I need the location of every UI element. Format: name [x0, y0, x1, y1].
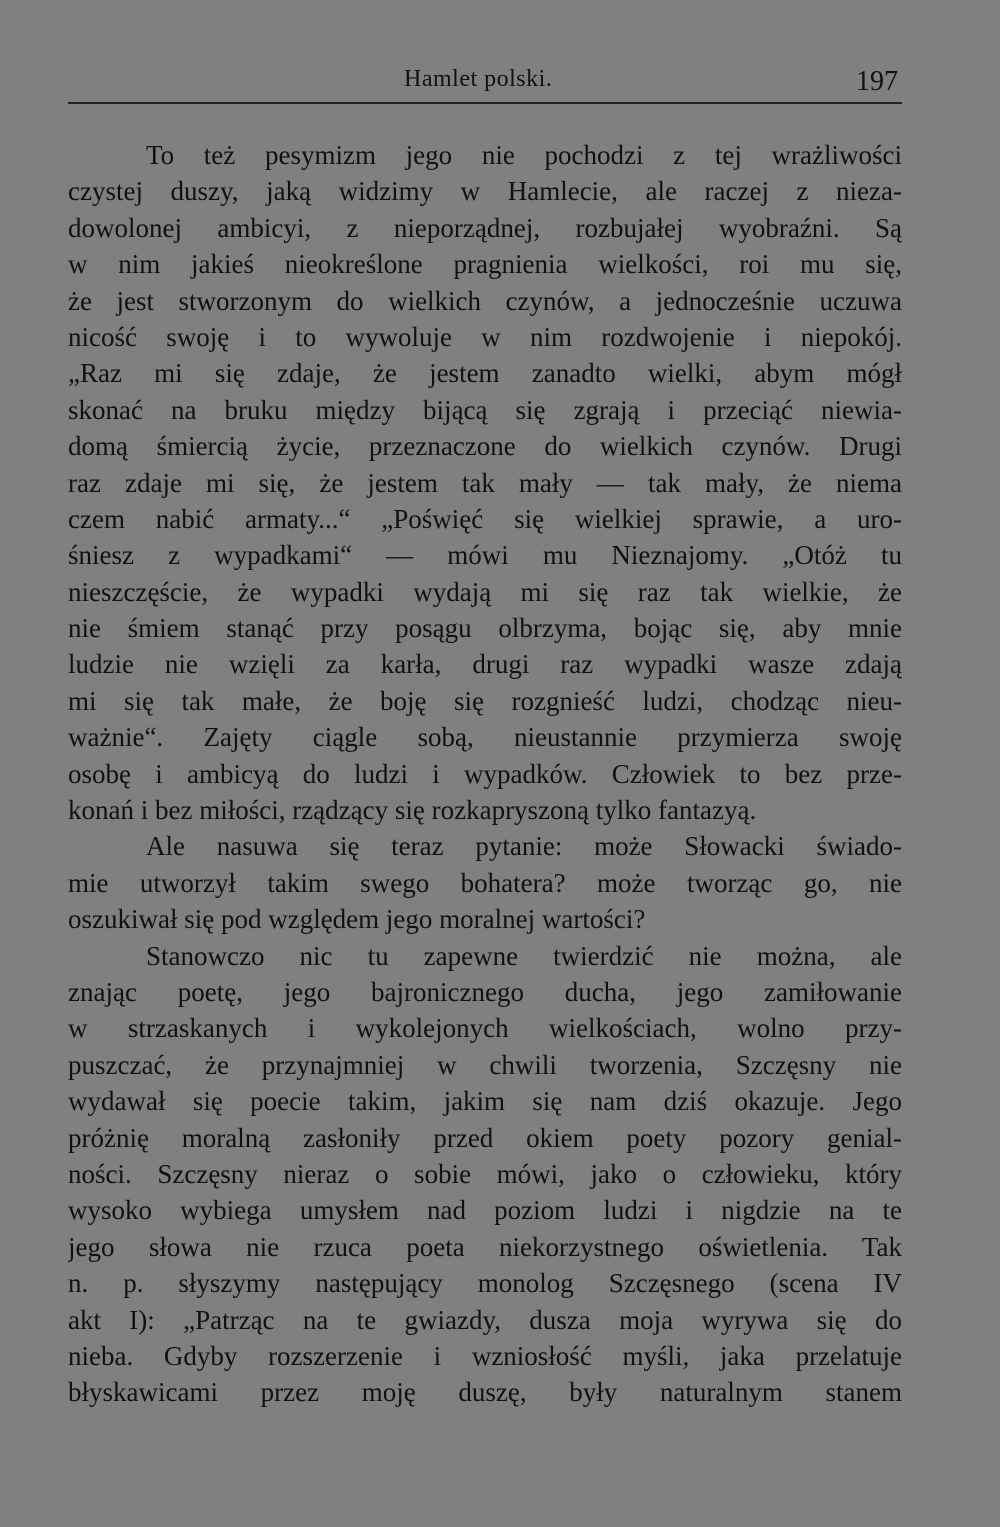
- text-line: dowolonej ambicyi, z nieporządnej, rozbujałej wyobraźni. Są: [68, 212, 902, 243]
- text-line: domą śmiercią życie, przeznaczone do wielkich czynów. Drugi: [68, 431, 902, 462]
- text-line: wysoko wybiega umysłem nad poziom ludzi i nigdzie na te: [68, 1195, 902, 1226]
- text-line: konań i bez miłości, rządzący się rozkapryszoną tylko fantazyą.: [68, 795, 757, 826]
- text-line: n. p. słyszymy następujący monolog Szczęsnego (scena IV: [68, 1268, 902, 1299]
- text-line: że jest stworzonym do wielkich czynów, a jednocześnie uczuwa: [68, 285, 902, 316]
- text-line: jego słowa nie rzuca poeta niekorzystnego oświetlenia. Tak: [68, 1231, 902, 1262]
- text-line: Stanowczo nic tu zapewne twierdzić nie można, ale: [146, 940, 902, 971]
- text-line: oszukiwał się pod względem jego moralnej wartości?: [68, 904, 646, 935]
- text-line: To też pesymizm jego nie pochodzi z tej wrażliwości: [146, 140, 902, 170]
- text-line: raz zdaje mi się, że jestem tak mały — tak mały, że niema: [68, 467, 902, 498]
- text-line: nicość swoję i to wywoluje w nim rozdwojenie i niepokój.: [68, 321, 902, 352]
- text-line: mi się tak małe, że boję się rozgnieść ludzi, chodząc nieu-: [68, 685, 902, 716]
- text-line: próżnię moralną zasłoniły przed okiem poety pozory genial-: [68, 1122, 902, 1153]
- text-line: „Raz mi się zdaje, że jestem zanadto wielki, abym mógł: [68, 358, 902, 389]
- text-line: śniesz z wypadkami“ — mówi mu Nieznajomy. „Otóż tu: [68, 540, 902, 571]
- text-line: wydawał się poecie takim, jakim się nam dziś okazuje. Jego: [68, 1086, 902, 1117]
- body-text: [68, 137, 902, 1411]
- header-rule: [68, 102, 902, 104]
- text-line: osobę i ambicyą do ludzi i wypadków. Człowiek to bez prze-: [68, 758, 902, 789]
- text-line: skonać na bruku między bijącą się zgrają i przeciąć niewia-: [68, 394, 902, 425]
- text-line: ludzie nie wzięli za karła, drugi raz wypadki wasze zdają: [68, 649, 902, 680]
- text-line: mie utworzył takim swego bohatera? może tworząc go, nie: [68, 867, 902, 898]
- text-line: w strzaskanych i wykolejonych wielkościach, wolno przy-: [68, 1013, 902, 1044]
- text-line: nie śmiem stanąć przy posągu olbrzyma, bojąc się, aby mnie: [68, 613, 902, 644]
- running-title: Hamlet polski.: [404, 66, 553, 92]
- text-line: czystej duszy, jaką widzimy w Hamlecie, ale raczej z nieza-: [68, 176, 902, 207]
- text-line: ważnie“. Zajęty ciągle sobą, nieustannie przymierza swoję: [68, 722, 902, 753]
- page-header: [68, 62, 902, 106]
- text-line: czem nabić armaty...“ „Poświęć się wielkiej sprawie, a uro-: [68, 503, 902, 534]
- text-line: błyskawicami przez moję duszę, były naturalnym stanem: [68, 1377, 902, 1408]
- text-line: w nim jakieś nieokreślone pragnienia wielkości, roi mu się,: [68, 249, 902, 280]
- page-number: 197: [856, 66, 898, 97]
- text-line: znając poetę, jego bajronicznego ducha, jego zamiłowanie: [68, 976, 902, 1007]
- text-line: ności. Szczęsny nieraz o sobie mówi, jako o człowieku, który: [68, 1158, 902, 1189]
- text-line: nieba. Gdyby rozszerzenie i wzniosłość myśli, jaka przelatuje: [68, 1340, 902, 1371]
- text-line: nieszczęście, że wypadki wydają mi się raz tak wielkie, że: [68, 576, 902, 607]
- text-line: Ale nasuwa się teraz pytanie: może Słowacki świado-: [146, 831, 902, 862]
- text-line: puszczać, że przynajmniej w chwili tworzenia, Szczęsny nie: [68, 1049, 902, 1080]
- text-line: akt I): „Patrząc na te gwiazdy, dusza moja wyrywa się do: [68, 1304, 902, 1335]
